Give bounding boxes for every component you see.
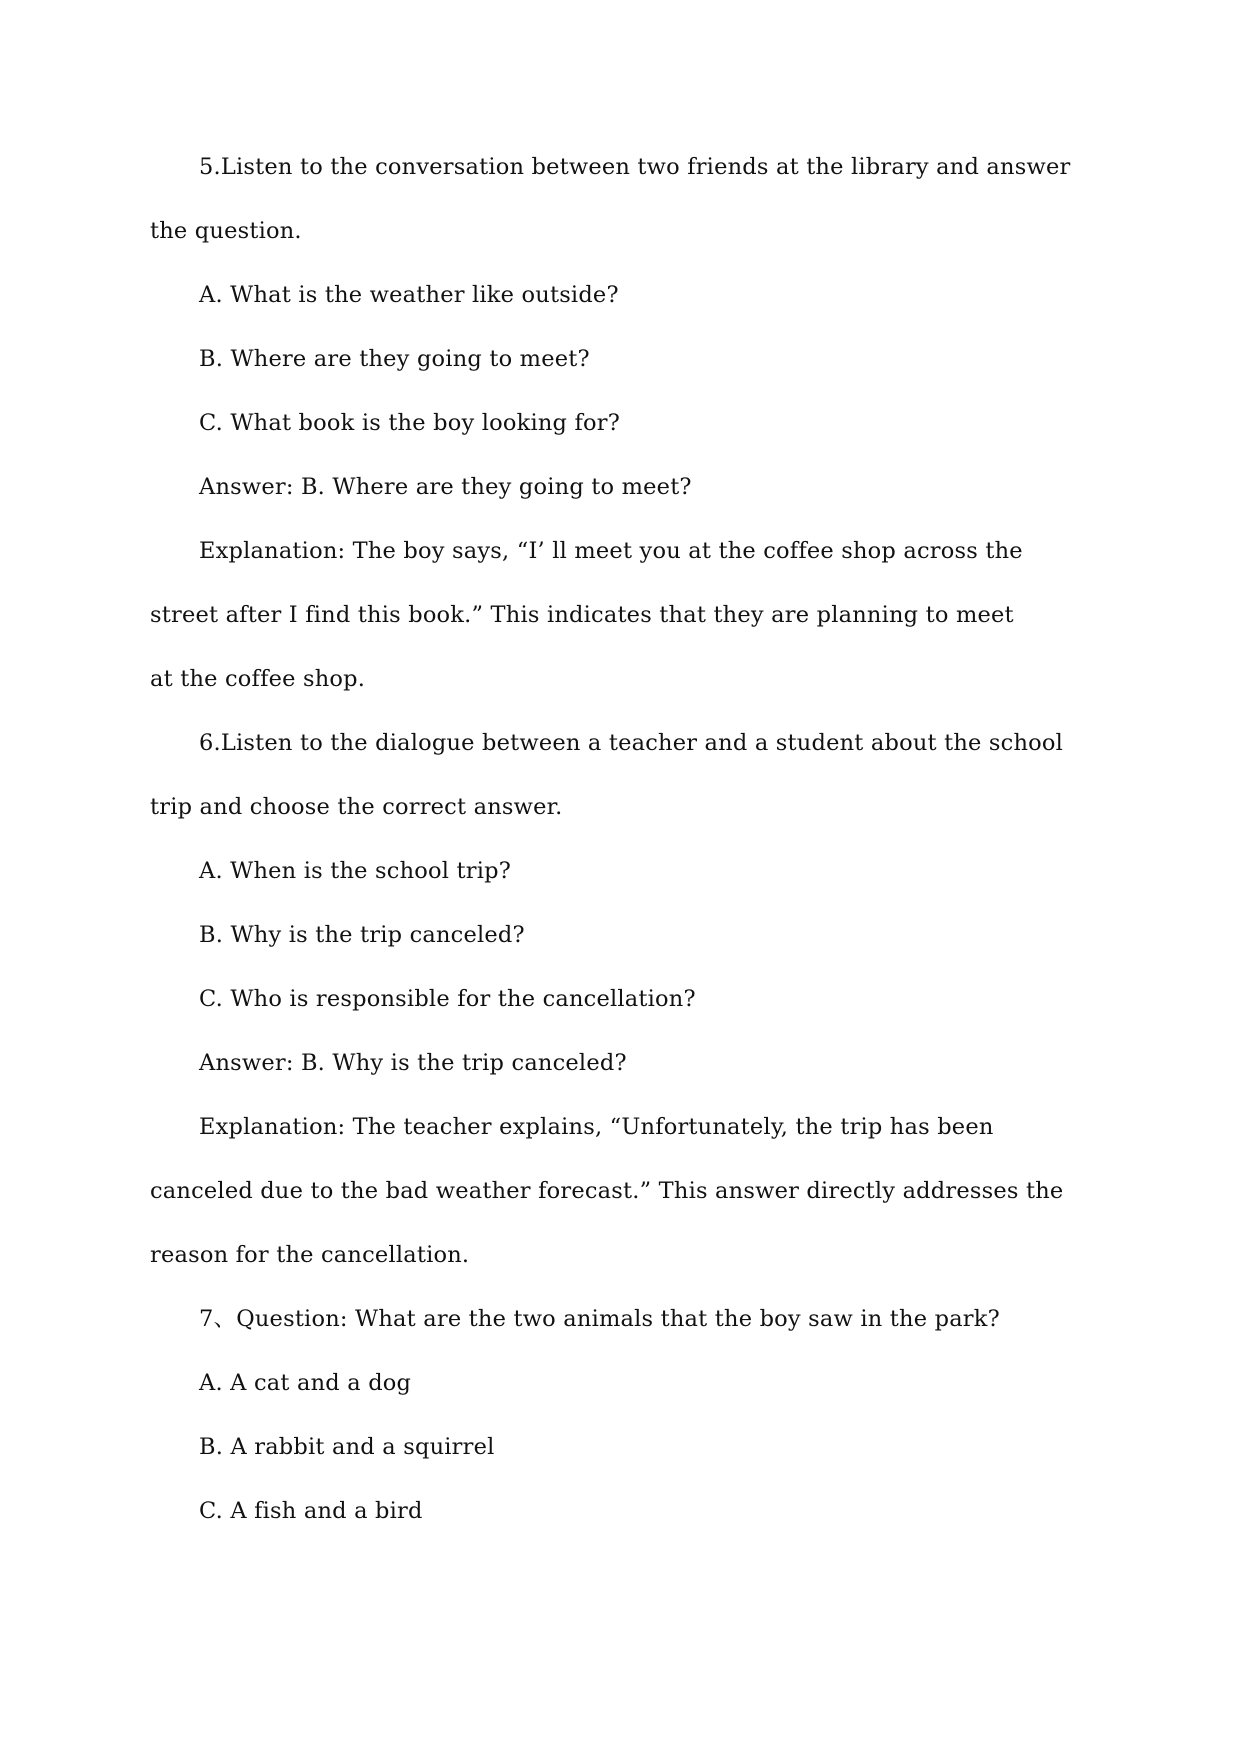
q6-explanation-line-2: canceled due to the bad weather forecast.” This answer directly addresses the: [150, 1178, 1064, 1204]
q6-option-b: B. Why is the trip canceled?: [199, 922, 525, 948]
q5-prompt-line-2: the question.: [150, 218, 302, 244]
q7-prompt: 7、Question: What are the two animals that the boy saw in the park?: [199, 1306, 1000, 1332]
q6-prompt-line-2: trip and choose the correct answer.: [150, 794, 563, 820]
q5-option-c: C. What book is the boy looking for?: [199, 410, 620, 436]
q6-explanation-line-3: reason for the cancellation.: [150, 1242, 470, 1268]
q7-option-c: C. A fish and a bird: [199, 1498, 423, 1524]
q5-explanation-line-1: Explanation: The boy says, “I’ ll meet you at the coffee shop across the: [199, 538, 1023, 564]
q6-explanation-line-1: Explanation: The teacher explains, “Unfortunately, the trip has been: [199, 1114, 994, 1140]
q6-option-c: C. Who is responsible for the cancellation?: [199, 986, 696, 1012]
q6-prompt-line-1: 6.Listen to the dialogue between a teacher and a student about the school: [199, 730, 1064, 756]
q6-option-a: A. When is the school trip?: [199, 858, 511, 884]
q7-option-a: A. A cat and a dog: [199, 1370, 412, 1396]
q5-explanation-line-2: street after I find this book.” This indicates that they are planning to meet: [150, 602, 1014, 628]
q7-option-b: B. A rabbit and a squirrel: [199, 1434, 495, 1460]
q6-answer: Answer: B. Why is the trip canceled?: [199, 1050, 627, 1076]
q5-prompt-line-1: 5.Listen to the conversation between two friends at the library and answer: [199, 154, 1071, 180]
q5-option-a: A. What is the weather like outside?: [199, 282, 619, 308]
q5-explanation-line-3: at the coffee shop.: [150, 666, 366, 692]
q5-option-b: B. Where are they going to meet?: [199, 346, 590, 372]
q5-answer: Answer: B. Where are they going to meet?: [199, 474, 692, 500]
